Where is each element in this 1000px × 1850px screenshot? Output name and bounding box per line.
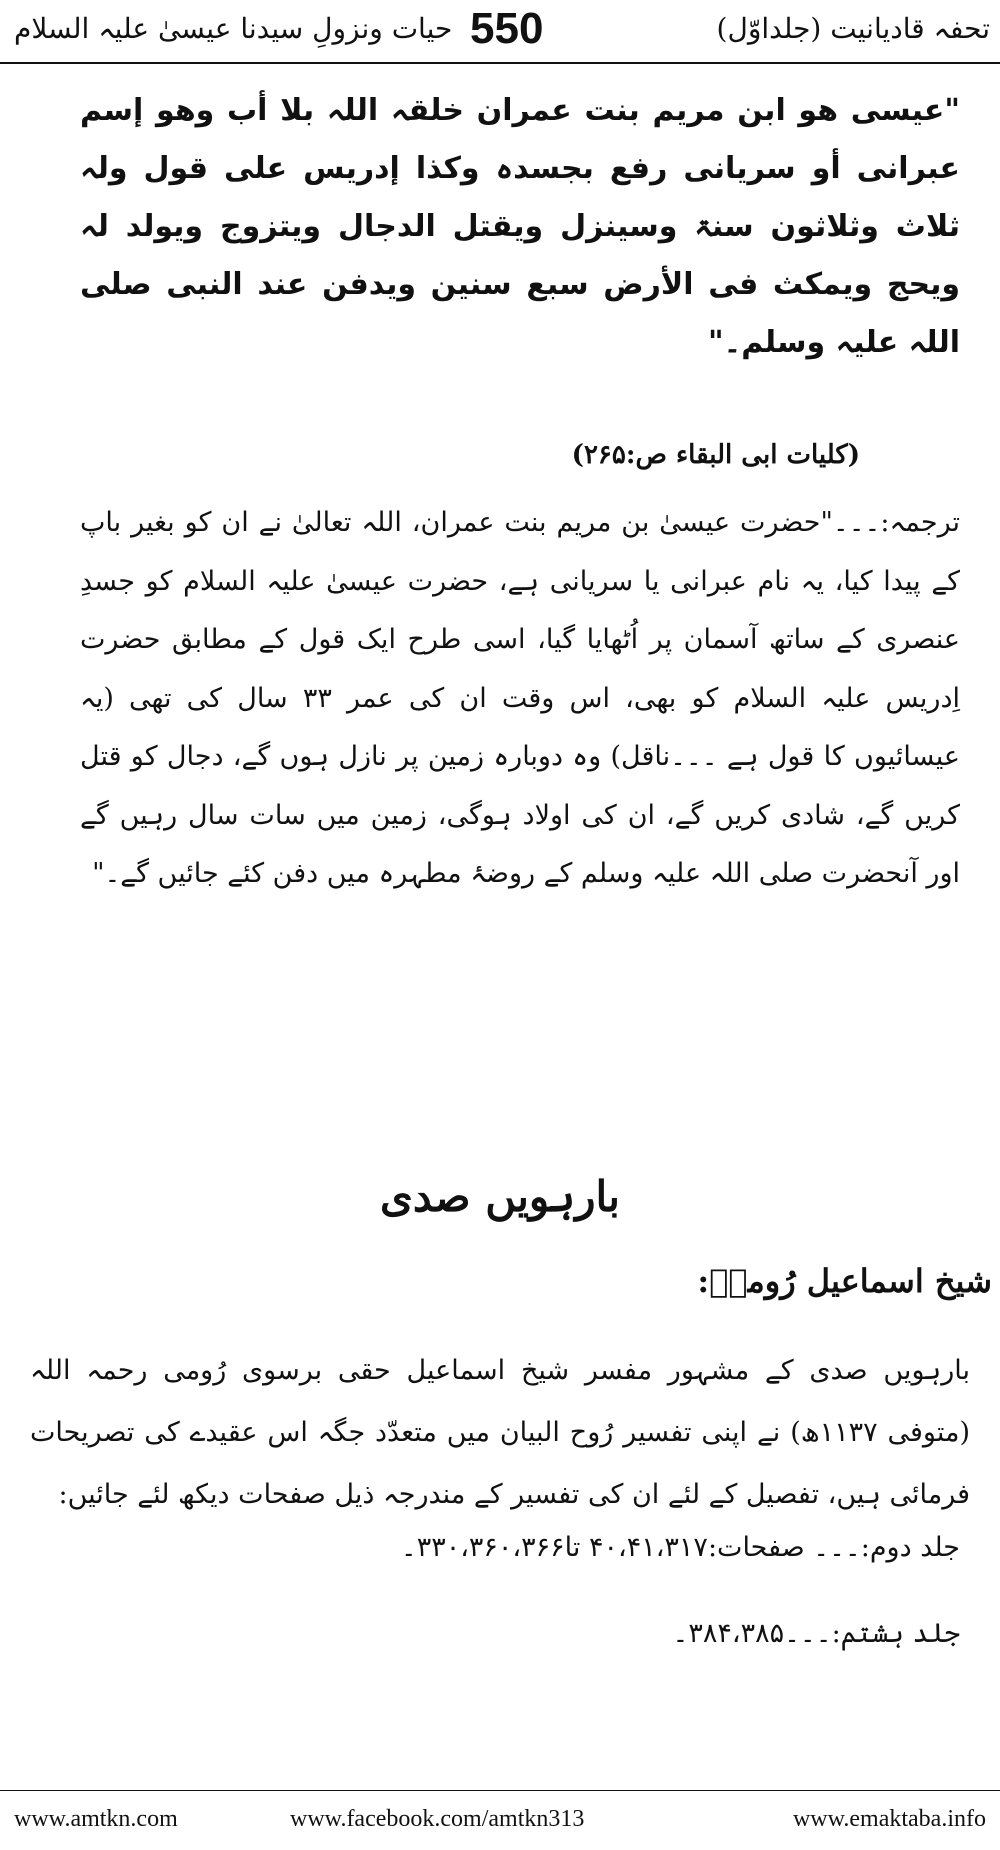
header-divider	[0, 62, 1000, 64]
footer-link-amtkn[interactable]: www.amtkn.com	[14, 1806, 178, 1832]
volume-line: جلد دوم:۔۔۔ صفحات:۴۰،۴۱،۳۱۷ تا۳۳۰،۳۶۰،۳۶۶۔	[400, 1532, 960, 1563]
volume-line: جلد ہشتم:۔۔۔۳۸۴،۳۸۵۔	[672, 1618, 960, 1649]
page-footer	[0, 1806, 1000, 1842]
footer-link-facebook[interactable]: www.facebook.com/amtkn313	[290, 1806, 585, 1832]
book-title: تحفہ قادیانیت (جلداوّل)	[716, 12, 990, 45]
footer-divider	[0, 1790, 1000, 1791]
page-header	[0, 0, 1000, 60]
arabic-quote: "عیسی ھو ابن مریم بنت عمران خلقہ اللہ بلا أب وھو إسم عبرانی أو سریانی رفع بجسدہ وکذا إدریس علی قول ولہ ثلاث وثلاثون سنۃ وسینزل ویقتل الدجال ویتزوج ویولد لہ ویحج ویمکث فی الأرض سبع سنین ویدفن عند النبی صلی اللہ علیہ وسلم۔"	[80, 93, 960, 360]
page-number: 550	[470, 4, 544, 53]
section-heading: بارہویں صدی	[380, 1172, 620, 1221]
footer-link-emaktaba[interactable]: www.emaktaba.info	[792, 1806, 986, 1832]
chapter-title: حیات ونزولِ سیدنا عیسیٰ علیہ السلام	[14, 12, 453, 45]
subheading: شیخ اسماعیل رُومیؒ:	[697, 1262, 992, 1300]
reference-citation: (کلیات ابی البقاء ص:۲۶۵)	[571, 440, 860, 470]
translation-paragraph: ترجمہ:۔۔۔"حضرت عیسیٰ بن مریم بنت عمران، اللہ تعالیٰ نے ان کو بغیر باپ کے پیدا کیا، یہ نام عبرانی یا سریانی ہے، حضرت عیسیٰ علیہ السلام کو جسدِ عنصری کے ساتھ آسمان پر اُٹھایا گیا، اسی طرح ایک قول کے مطابق حضرت اِدریس علیہ السلام کو بھی، اس وقت ان کی عمر ۳۳ سال کی تھی (یہ عیسائیوں کا قول ہے ۔۔۔ناقل) وہ دوبارہ زمین پر نازل ہوں گے، دجال کو قتل کریں گے، شادی کریں گے، ان کی اولاد ہوگی، زمین میں سات سال رہیں گے اور آنحضرت صلی اللہ علیہ وسلم کے روضۂ مطہرہ میں دفن کئے جائیں گے۔"	[80, 507, 960, 889]
body-paragraph: بارہویں صدی کے مشہور مفسر شیخ اسماعیل حقی برسوی رُومی رحمہ اللہ (متوفی ۱۱۳۷ھ) نے اپنی تفسیر رُوح البیان میں متعدّد جگہ اس عقیدے کی تصریحات فرمائی ہیں، تفصیل کے لئے ان کی تفسیر کے مندرجہ ذیل صفحات دیکھ لئے جائیں:	[30, 1355, 970, 1510]
